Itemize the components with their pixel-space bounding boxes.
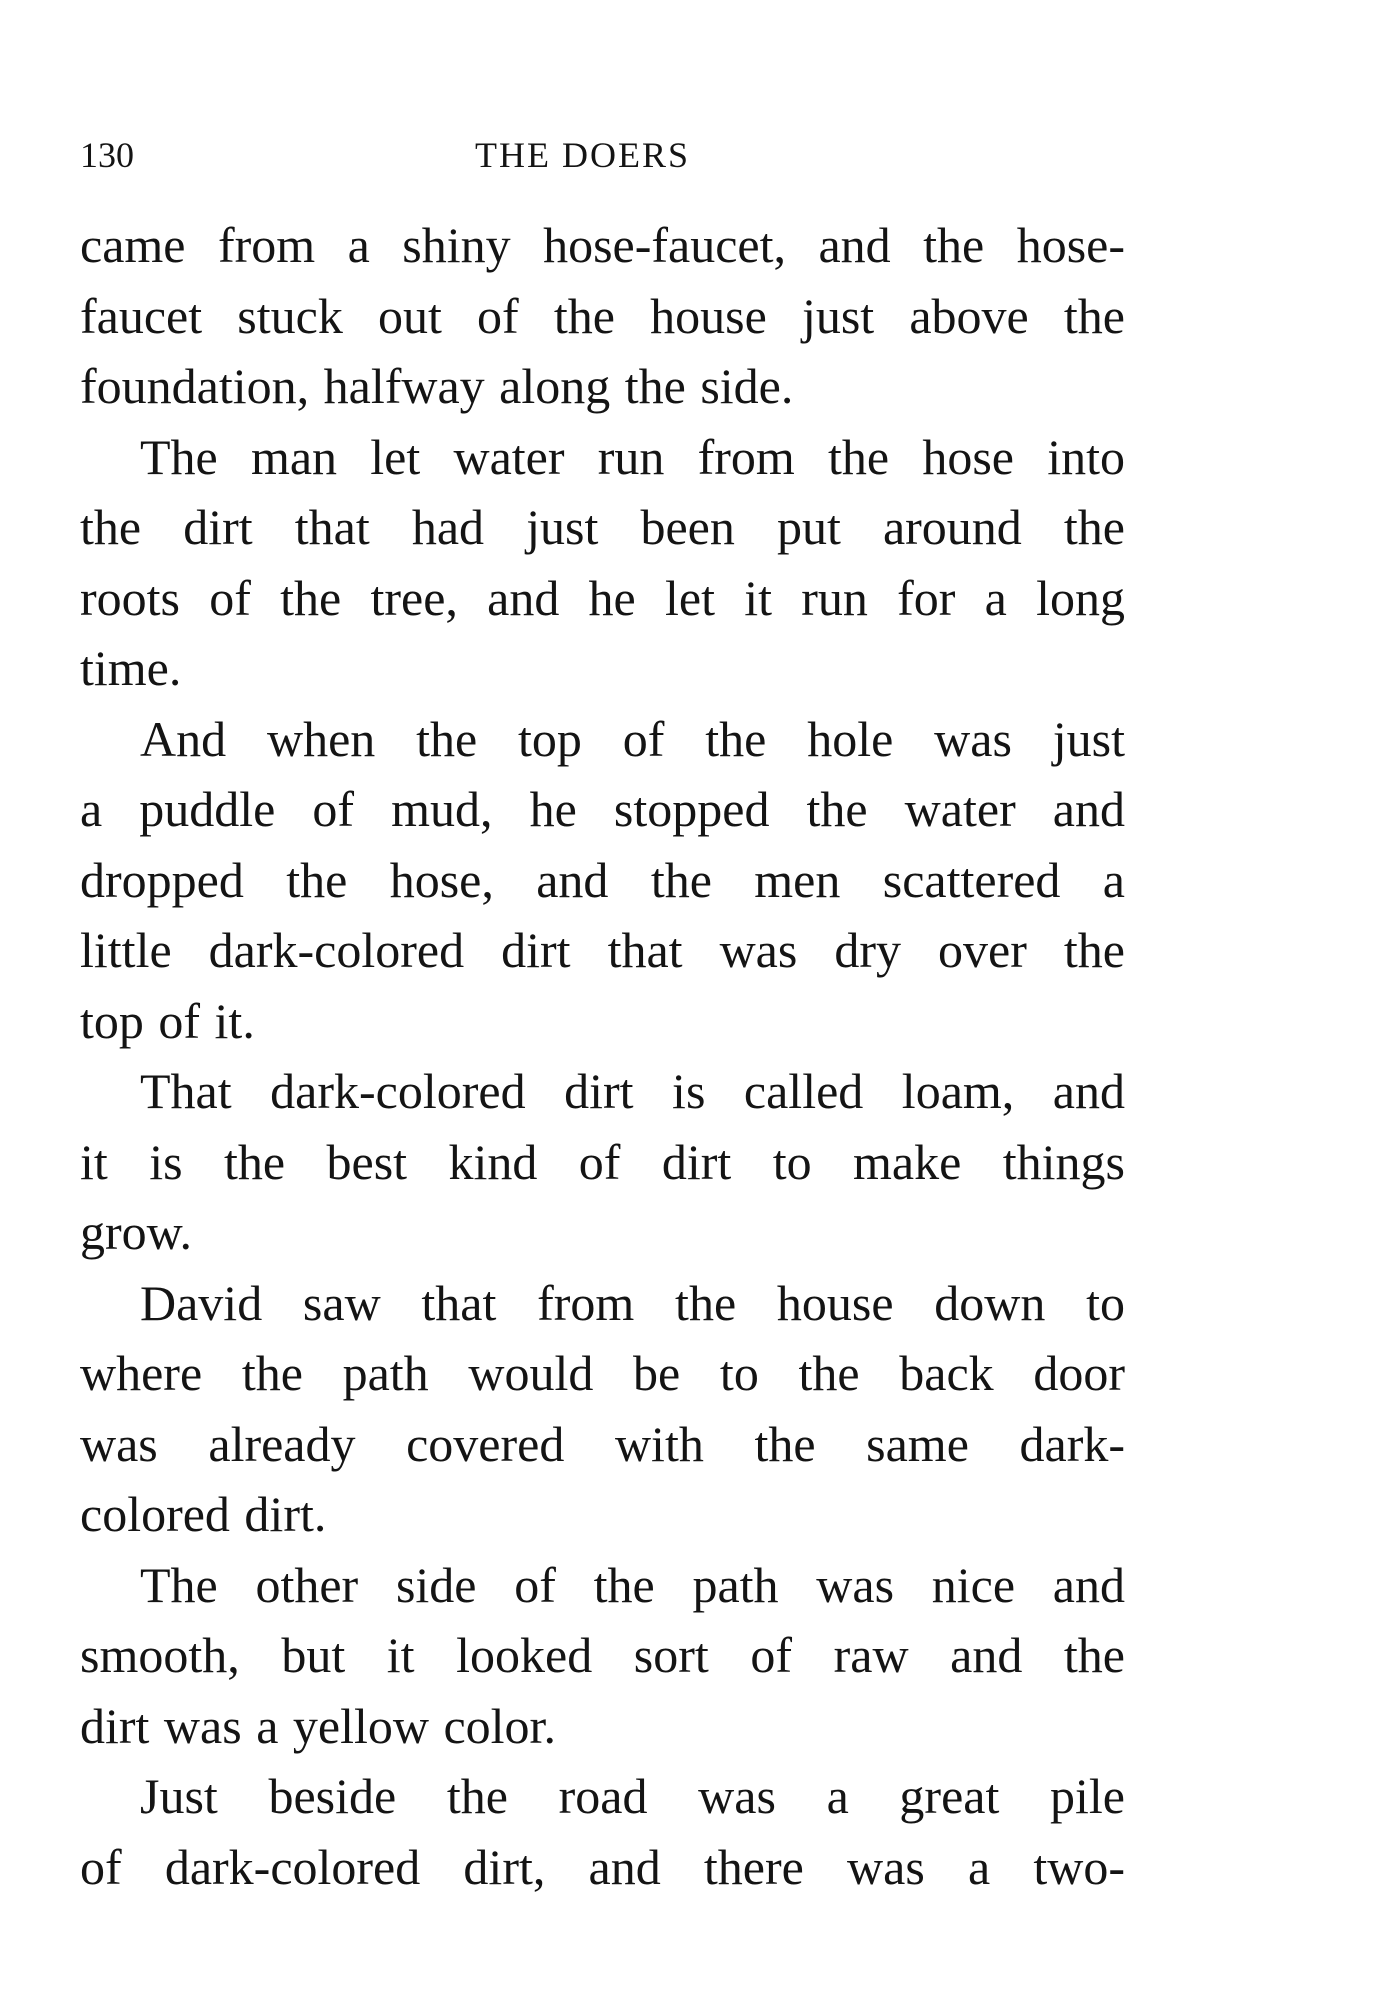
text-line: where the path would be to the back door — [80, 1345, 1125, 1401]
text-line: a puddle of mud, he stopped the water and — [80, 781, 1125, 837]
running-title: THE DOERS — [475, 135, 690, 175]
text-line: The other side of the path was nice and — [140, 1556, 1125, 1613]
text-line: dirt was a yellow color. — [80, 1697, 556, 1754]
text-line: And when the top of the hole was just — [140, 710, 1125, 767]
text-line: little dark-colored dirt that was dry over the — [80, 922, 1125, 978]
text-line: time. — [80, 640, 182, 696]
paragraph — [80, 1761, 1125, 1902]
text-line: Just beside the road was a great pile — [140, 1768, 1125, 1824]
body-text — [80, 210, 1125, 1902]
text-line: grow. — [80, 1204, 193, 1260]
text-line: the dirt that had just been put around the — [80, 499, 1125, 555]
paragraph — [80, 1056, 1125, 1268]
paragraph — [80, 704, 1125, 1057]
text-line: roots of the tree, and he let it run for a long — [80, 569, 1125, 626]
running-head — [80, 130, 1120, 180]
text-line: faucet stuck out of the house just above the — [80, 287, 1125, 344]
text-line: David saw that from the house down to — [140, 1274, 1125, 1331]
text-line: foundation, halfway along the side. — [80, 358, 794, 414]
page-number: 130 — [80, 135, 134, 175]
text-line: was already covered with the same dark- — [80, 1415, 1125, 1472]
paragraph — [80, 1550, 1125, 1762]
paragraph — [80, 1268, 1125, 1550]
text-line: of dark-colored dirt, and there was a two- — [80, 1838, 1125, 1895]
paragraph — [80, 210, 1125, 422]
text-line: it is the best kind of dirt to make things — [80, 1133, 1125, 1190]
text-line: dropped the hose, and the men scattered a — [80, 851, 1125, 908]
text-line: The man let water run from the hose into — [140, 428, 1125, 485]
paragraph — [80, 422, 1125, 704]
text-line: That dark-colored dirt is called loam, and — [140, 1063, 1125, 1119]
text-line: colored dirt. — [80, 1486, 327, 1542]
text-line: came from a shiny hose-faucet, and the hose- — [80, 217, 1125, 273]
text-line: smooth, but it looked sort of raw and the — [80, 1627, 1125, 1683]
text-line: top of it. — [80, 992, 255, 1049]
